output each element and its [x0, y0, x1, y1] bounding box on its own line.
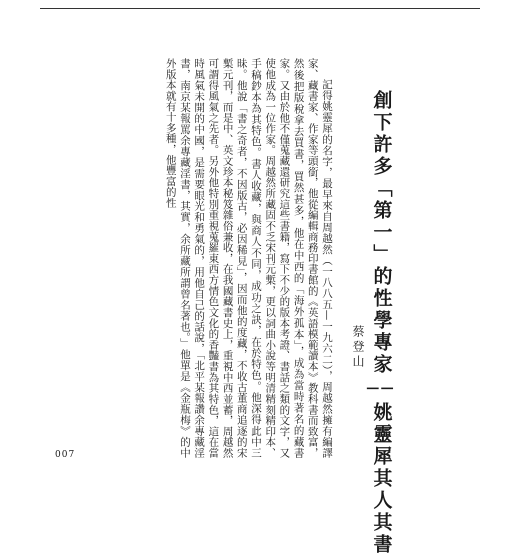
- chapter-title-sub: 姚靈犀其人其書: [370, 402, 393, 556]
- chapter-title-main: 創下許多「第一」的性學專家: [370, 90, 393, 376]
- author-name: 蔡登山: [351, 325, 365, 370]
- page-number: 007: [55, 450, 76, 460]
- body-text: [108, 58, 334, 458]
- title-dash: ──: [367, 378, 396, 400]
- top-rule: [40, 8, 480, 9]
- body-paragraph: 記得姚靈犀的名字，最早來自周越然（一八八五—一九六二），周越然擁有編譯家、藏書家、作家等頭銜，他從編輯商務印書館的《英語模範讀本》教科書而致富，然後把版稅拿去買書，買然甚多，他在中西的「海外孤本」，成為當時著名的藏書家。又由於他不僅蒐藏還研究這些書籍，寫下不少的版本考證、書話之類的文字，又使他成為一位作家。周越然所藏固不乏宋刊元槧，更以詞曲小說等明清精刻精印本、手稿鈔本為其特色。書人收藏，與商人不同，成功之訣，在於特色。他深得此中三昧。他說「書之奇者，不因版古，必因稀見」，因而他的度藏，不收古董商追逐的宋槧元刊，而是中、英文珍本秘笈雜俗兼收，在我國藏書史上，重視中西並蓄，周越然可謂得風氣之先者。另外他特別重視蒐羅東西方情色文化的香豔書為其特色，這在當時風氣未開的中國，是需要眼光和勇氣的，用他自己的話說，「北平某報讚余專藏淫書，南京某報罵余專藏淫書，其實，余所藏所謂曾名著也。」他單是《金瓶梅》的中外版本就有十多種，他豐富的性: [164, 58, 333, 458]
- chapter-title: [367, 90, 396, 556]
